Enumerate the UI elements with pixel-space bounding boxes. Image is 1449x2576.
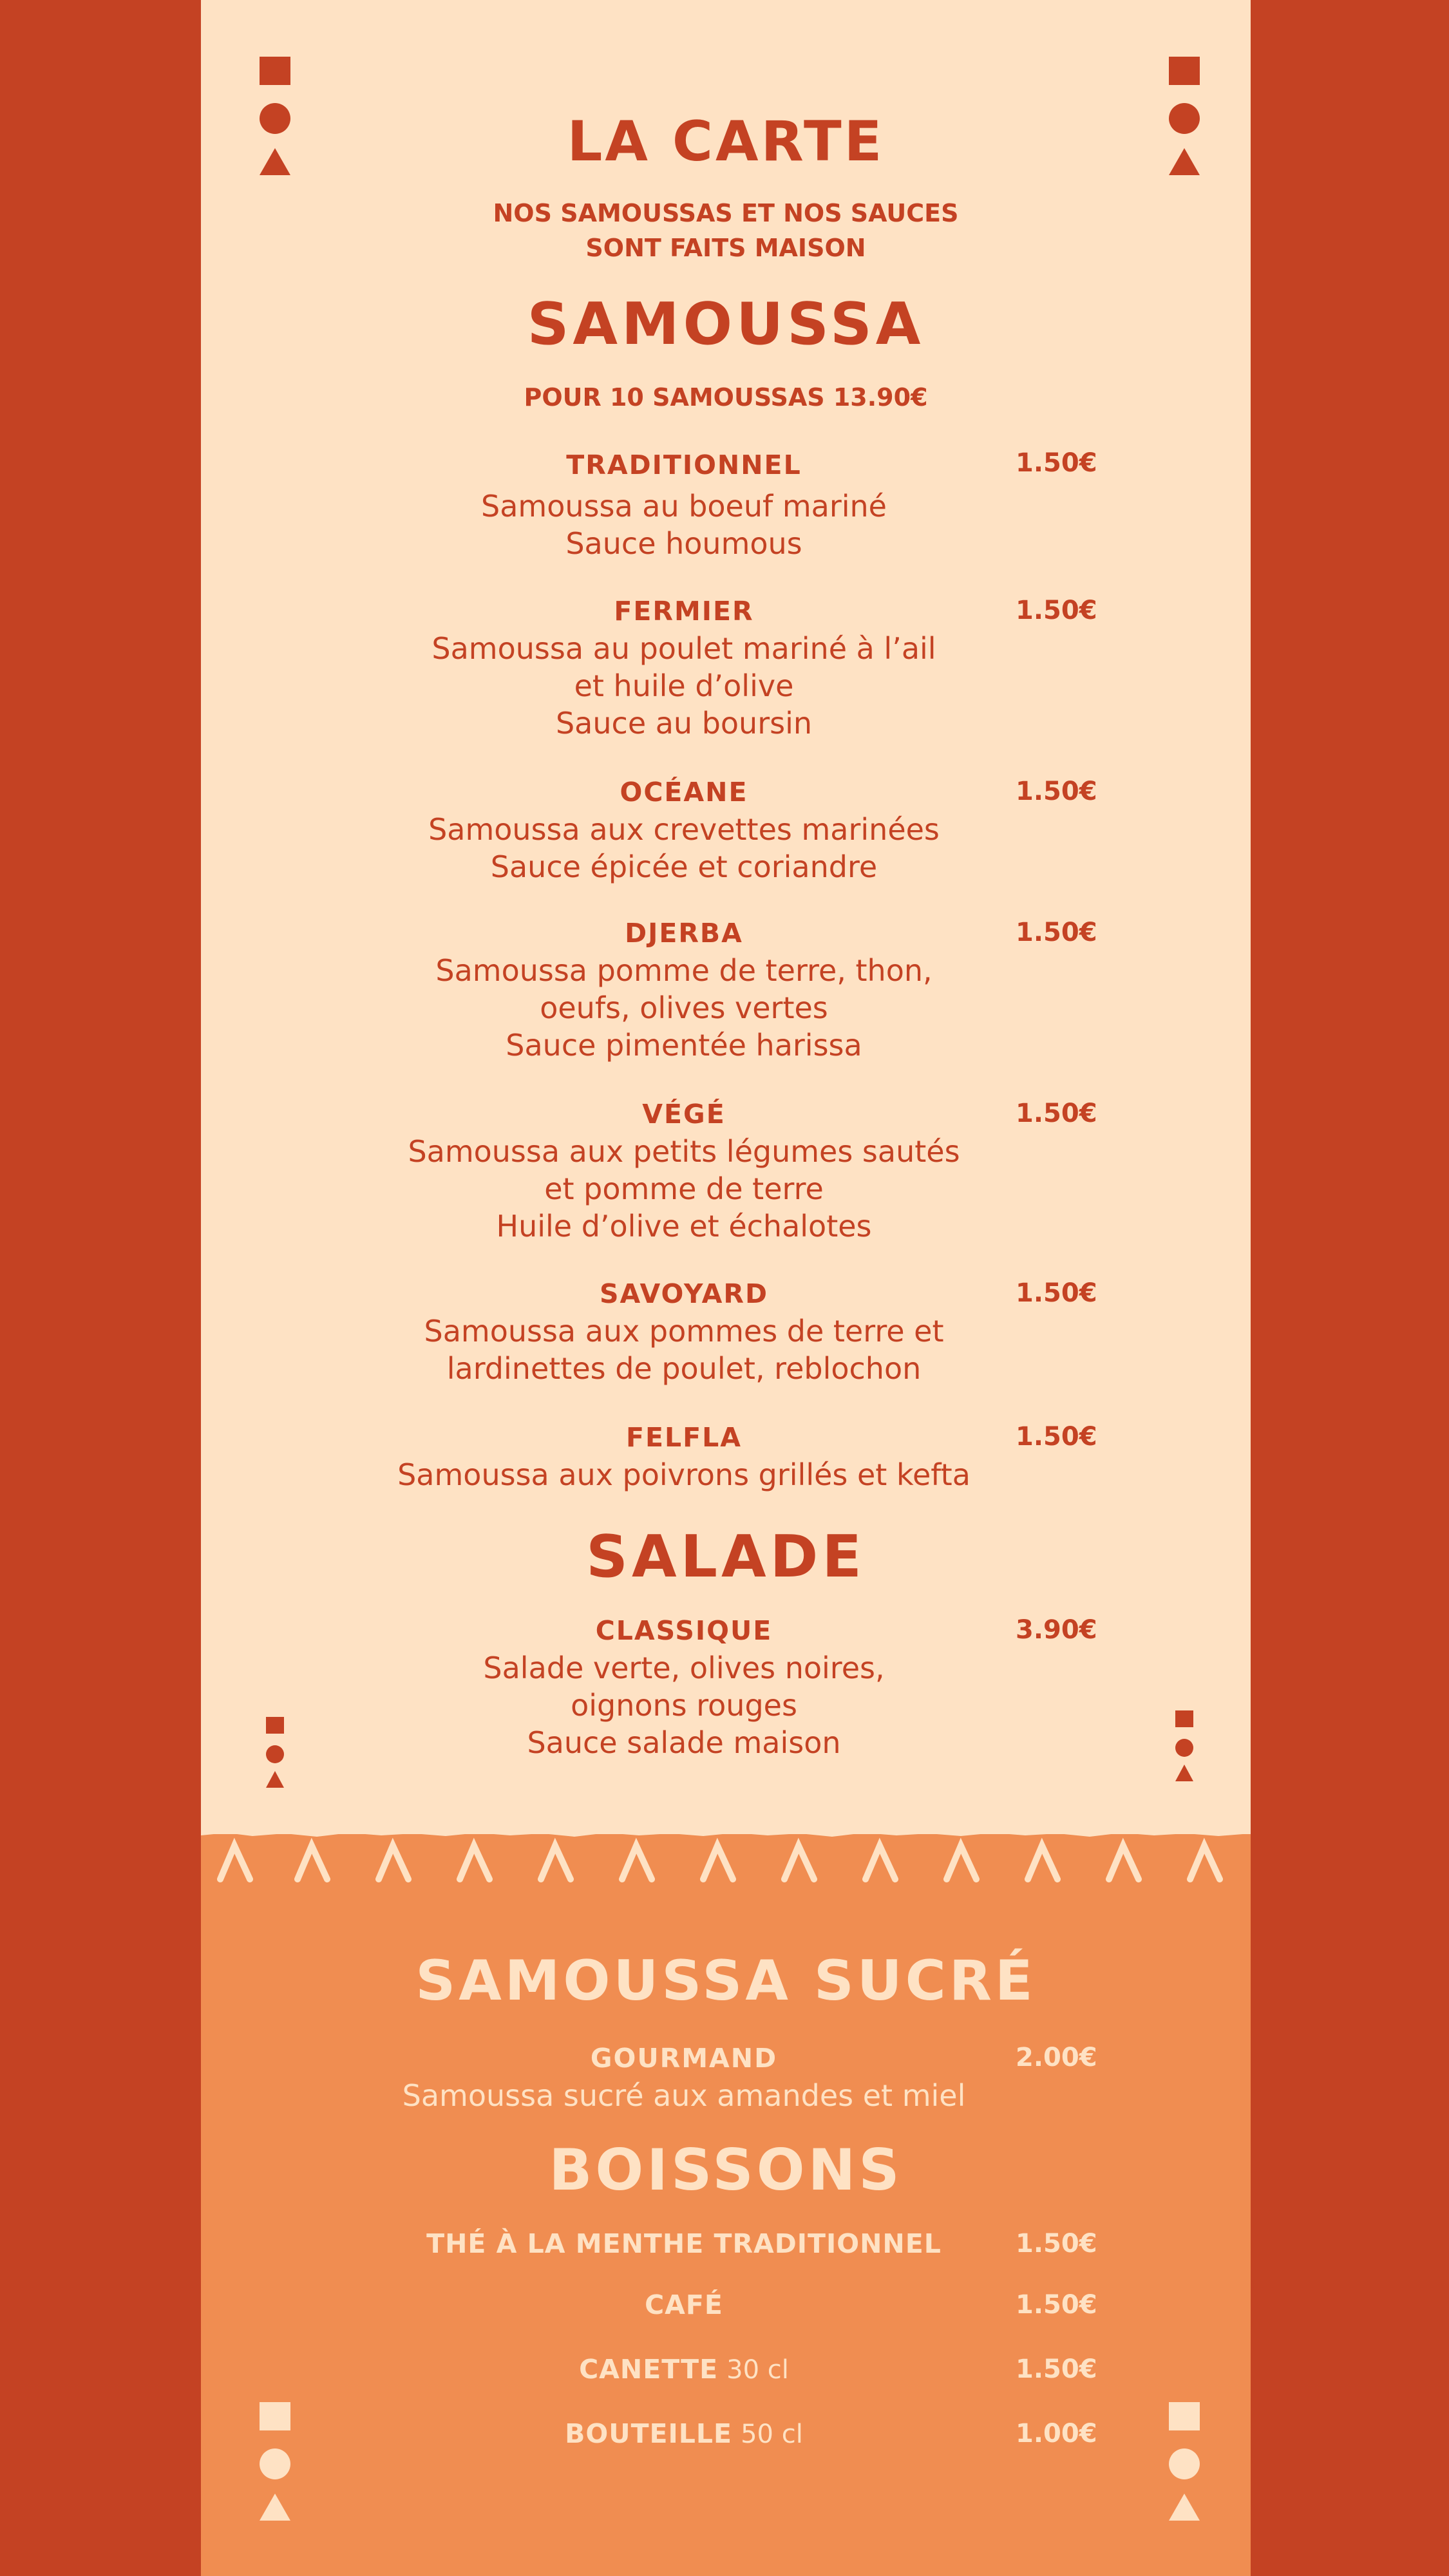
item-price: 1.50€: [1016, 1099, 1097, 1128]
square-icon: [1169, 2402, 1200, 2430]
samoussa-deal-text: POUR 10 SAMOUSSAS 13.90€: [524, 383, 928, 412]
item-description: Samoussa aux crevettes marinées Sauce épicée et coriandre: [428, 812, 940, 884]
drink-name: CAFÉ: [645, 2289, 723, 2320]
item-description: Samoussa aux pommes de terre et lardinettes de poulet, reblochon: [424, 1314, 944, 1386]
item-price: 2.00€: [1016, 2043, 1097, 2072]
item-name: FELFLA: [625, 1422, 742, 1453]
item-name: DJERBA: [625, 918, 743, 949]
menu-panel: [201, 0, 1251, 2576]
drink-name: BOUTEILLE: [565, 2418, 733, 2449]
section-title-samoussa: SAMOUSSA: [527, 290, 925, 358]
square-icon: [260, 2402, 290, 2430]
item-price: 1.50€: [1016, 1422, 1097, 1452]
item-name: VÉGÉ: [642, 1099, 726, 1130]
page-title: LA CARTE: [567, 109, 885, 174]
item-price: 1.00€: [1016, 2419, 1097, 2448]
square-icon: [1169, 57, 1200, 85]
square-icon: [1175, 1710, 1193, 1727]
section-title-salade: SALADE: [586, 1523, 866, 1591]
shapes-decoration-bottom-left: [258, 2401, 294, 2523]
circle-icon: [1169, 2448, 1200, 2479]
item-name: GOURMAND: [590, 2043, 778, 2074]
item-description: Samoussa aux petits légumes sautés et pomme de terre Huile d’olive et échalotes: [408, 1134, 960, 1244]
item-name: FERMIER: [614, 596, 754, 627]
drink-volume: 50 cl: [741, 2420, 803, 2449]
item-name: CLASSIQUE: [595, 1615, 773, 1646]
item-name: TRADITIONNEL: [566, 450, 802, 480]
item-price: 1.50€: [1016, 2290, 1097, 2320]
item-price: 1.50€: [1016, 918, 1097, 947]
drink-name: CANETTE: [579, 2354, 719, 2385]
shapes-decoration-bottom-right: [1167, 2401, 1203, 2523]
item-name: SAVOYARD: [600, 1278, 768, 1309]
item-description: Salade verte, olives noires, oignons rouges Sauce salade maison: [483, 1651, 885, 1760]
item-price: 1.50€: [1016, 596, 1097, 625]
item-price: 3.90€: [1016, 1615, 1097, 1645]
item-name: OCÉANE: [620, 777, 748, 808]
drink-volume: 30 cl: [726, 2355, 789, 2385]
page-subtitle: NOS SAMOUSSAS ET NOS SAUCES SONT FAITS MAISON: [493, 199, 959, 262]
item-price: 1.50€: [1016, 2229, 1097, 2259]
section-title-samoussa-sucre: SAMOUSSA SUCRÉ: [415, 1949, 1036, 2013]
item-description: Samoussa sucré aux amandes et miel: [402, 2078, 966, 2113]
triangle-icon: [1175, 1765, 1193, 1781]
square-icon: [260, 57, 290, 85]
item-price: 1.50€: [1016, 777, 1097, 806]
shapes-decoration-mid-right: [1172, 1710, 1198, 1788]
item-price: 1.50€: [1016, 2354, 1097, 2384]
drink-name: THÉ À LA MENTHE TRADITIONNEL: [426, 2228, 942, 2259]
section-title-boissons: BOISSONS: [549, 2137, 903, 2203]
item-price: 1.50€: [1016, 1278, 1097, 1308]
item-description: Samoussa pomme de terre, thon, oeufs, olives vertes Sauce pimentée harissa: [435, 953, 933, 1063]
zigzag-divider: [201, 1828, 1251, 1884]
item-description: Samoussa au poulet mariné à l’ail et huile d’olive Sauce au boursin: [431, 631, 936, 741]
item-price: 1.50€: [1016, 448, 1097, 478]
item-description: Samoussa au boeuf mariné Sauce houmous: [481, 489, 887, 561]
circle-icon: [1175, 1739, 1193, 1757]
circle-icon: [260, 2448, 290, 2479]
triangle-icon: [266, 1771, 284, 1788]
triangle-icon: [260, 2494, 290, 2521]
item-description: Samoussa aux poivrons grillés et kefta: [397, 1457, 971, 1492]
triangle-icon: [1169, 2494, 1200, 2521]
